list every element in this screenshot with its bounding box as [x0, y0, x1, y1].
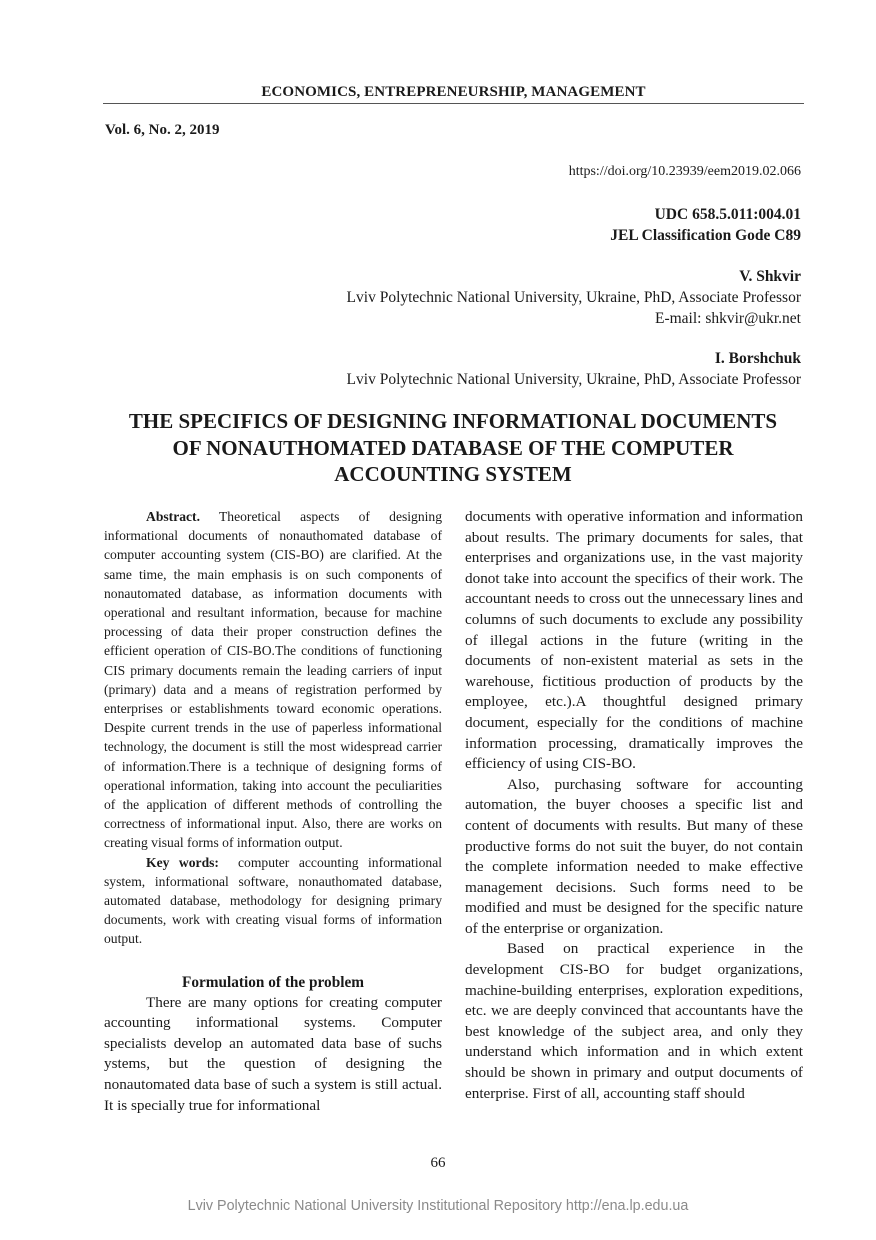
page-number: 66	[430, 1155, 446, 1171]
udc-code: UDC 658.5.011:004.01	[654, 206, 801, 223]
body-paragraph: Based on practical experience in the development CIS-BO for budget organizations, machine-building enterprises, exploration expeditions, etc. we are deeply convinced that accountants have the best knowledge of the subject area, and only they understand which information and in which extent should be shown in primary and output documents of enterprise. First of all, accounting staff should	[465, 940, 803, 1102]
journal-running-head: ECONOMICS, ENTREPRENEURSHIP, MANAGEMENT	[261, 84, 646, 100]
left-column	[104, 507, 442, 1116]
abstract-label: Abstract.	[146, 509, 200, 524]
author-block-2	[347, 348, 801, 390]
right-column	[465, 507, 803, 1104]
author-name: I. Borshchuk	[714, 350, 801, 367]
author-name: V. Shkvir	[739, 268, 801, 285]
repository-footer[interactable]: Lviv Polytechnic National University Institutional Repository http://ena.lp.edu.ua	[187, 1198, 689, 1214]
author-email[interactable]: E-mail: shkvir@ukr.net	[654, 310, 801, 327]
author-affiliation: Lviv Polytechnic National University, Ukraine, PhD, Associate Professor	[346, 371, 801, 388]
article-title	[100, 408, 806, 488]
keywords-paragraph	[104, 853, 442, 949]
section-heading: Formulation of the problem	[182, 973, 364, 991]
keywords-label: Key words:	[146, 854, 219, 870]
keywords-text: computer accounting informational system, informational software, nonauthomated database, automated database, methodology for designing primary documents, work with creating visual forms of information output.	[104, 854, 443, 947]
header-rule-divider	[103, 103, 804, 104]
abstract-text: Theoretical aspects of designing informational documents of nonauthomated database of computer accounting system (CIS-BO) are clarified. At the same time, the main emphasis is on such components of nonautomated database, as information documents with operational and resultant information, because for machine processing of data their proper construction defines the efficient operation of CIS-BO.The conditions of functioning CIS primary documents remain the leading carriers of input (primary) data and a means of registration performed by enterprises or establishments toward economic operations. Despite current trends in the use of paperless informational technology, the document is still the most widespread carrier of information.There is a technique of designing forms of operational information, taking into account the peculiarities of the application of different methods of controlling the correctness of informational input. Also, there are works on creating visual forms of information output.	[104, 509, 443, 851]
author-affiliation: Lviv Polytechnic National University, Ukraine, PhD, Associate Professor	[346, 289, 801, 306]
title-line: ACCOUNTING SYSTEM	[334, 462, 572, 486]
classification-block	[610, 204, 801, 246]
author-block-1	[347, 266, 801, 329]
title-line: OF NONAUTHOMATED DATABASE OF THE COMPUTER	[172, 435, 734, 460]
volume-issue: Vol. 6, No. 2, 2019	[105, 122, 220, 138]
jel-code: JEL Classification Gode C89	[610, 227, 801, 244]
title-line: THE SPECIFICS OF DESIGNING INFORMATIONAL DOCUMENTS	[128, 409, 778, 433]
body-paragraph: documents with operative information and information about results. The primary documents for sales, that enterprises and organizations use, in the vast majority donot take into account the specifics of their work. The accountant needs to cross out the unnecessary lines and columns of such documents to exclude any possibility of illegal actions in the future (writing in the documents of non-existent material as sets in the warehouse, fictitious production of products by the employee, etc.).A thoughtful designed primary document, especially for the conditions of machine information processing, dramatically improves the efficiency of using CIS-BO.	[465, 508, 803, 773]
body-paragraph: Also, purchasing software for accounting automation, the buyer chooses a specific list and content of documents with results. But many of these productive forms do not suit the buyer, do not contain the complete information needed to make effective management decisions. Such forms need to be modified and must be designed for the specific nature of the enterprise or organization.	[465, 775, 803, 937]
doi-link[interactable]: https://doi.org/10.23939/eem2019.02.066	[568, 164, 801, 179]
abstract-paragraph	[104, 507, 442, 853]
body-paragraph: There are many options for creating computer accounting informational systems. Computer specialists develop an automated data base of suchs ystems, but the question of designing the nonautomated data base of such a system is still actual. It is specially true for informational	[104, 993, 442, 1114]
